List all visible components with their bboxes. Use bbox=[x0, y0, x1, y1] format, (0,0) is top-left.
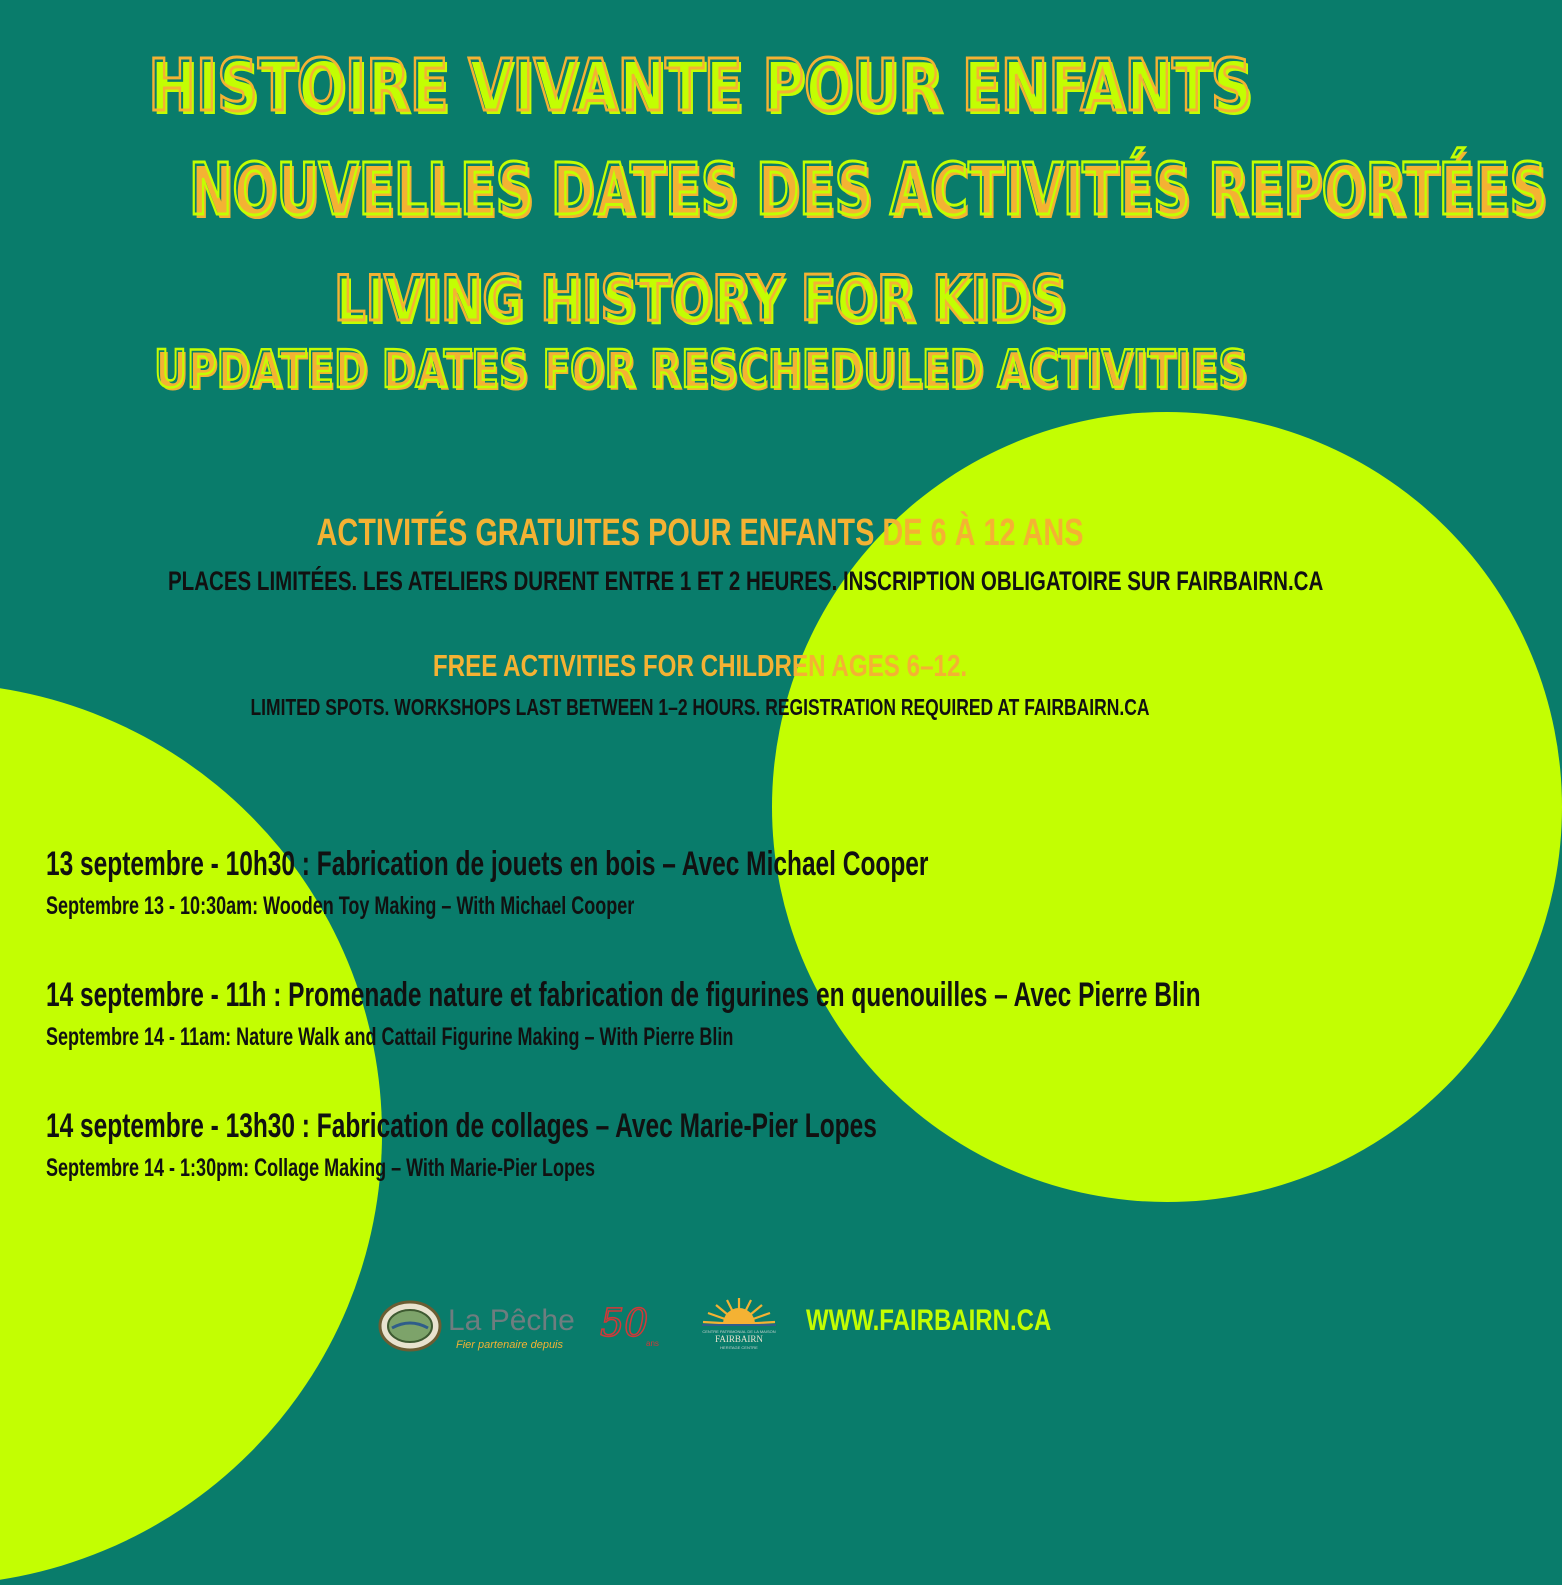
event-item bbox=[46, 971, 1376, 1055]
svg-text:50: 50 bbox=[600, 1301, 649, 1345]
intro-en-body: LIMITED SPOTS. WORKSHOPS LAST BETWEEN 1–2 HOURS. REGISTRATION REQUIRED AT FAIRBAIRN.CA bbox=[250, 694, 1150, 720]
event-fr-line: 14 septembre - 13h30 : Fabrication de collages – Avec Marie-Pier Lopes bbox=[46, 1107, 877, 1145]
event-list bbox=[46, 840, 1376, 1233]
event-item bbox=[46, 1102, 1376, 1186]
fairbairn-logo[interactable] bbox=[694, 1294, 784, 1356]
headline-fr-subtitle: NOUVELLES DATES DES ACTIVITÉS REPORTÉES bbox=[189, 148, 1547, 231]
footer bbox=[0, 1294, 1400, 1384]
la-peche-logo[interactable] bbox=[378, 1296, 678, 1358]
event-en-line: Septembre 13 - 10:30am: Wooden Toy Making – With Michael Cooper bbox=[46, 892, 635, 920]
headline-en-subtitle: UPDATED DATES FOR RESCHEDULED ACTIVITIES bbox=[154, 340, 1248, 400]
svg-text:La Pêche: La Pêche bbox=[448, 1304, 575, 1337]
svg-text:CENTRE PATRIMONIAL DE LA MAISO: CENTRE PATRIMONIAL DE LA MAISON bbox=[702, 1329, 776, 1334]
intro-fr-title: ACTIVITÉS GRATUITES POUR ENFANTS DE 6 À 12 ANS bbox=[316, 512, 1084, 554]
website-link[interactable]: WWW.FAIRBAIRN.CA bbox=[806, 1304, 1052, 1337]
svg-text:Fier partenaire depuis: Fier partenaire depuis bbox=[456, 1339, 564, 1351]
headline-en-title: LIVING HISTORY FOR KIDS bbox=[333, 262, 1067, 335]
intro-en-title: FREE ACTIVITIES FOR CHILDREN AGES 6–12. bbox=[432, 648, 968, 683]
svg-text:ans: ans bbox=[646, 1339, 659, 1348]
event-en-line: Septembre 14 - 11am: Nature Walk and Cattail Figurine Making – With Pierre Blin bbox=[46, 1023, 734, 1051]
event-en-line: Septembre 14 - 1:30pm: Collage Making – With Marie-Pier Lopes bbox=[46, 1154, 595, 1182]
event-fr-line: 13 septembre - 10h30 : Fabrication de jouets en bois – Avec Michael Cooper bbox=[46, 845, 929, 883]
event-item bbox=[46, 840, 1376, 924]
headline-fr-title: HISTOIRE VIVANTE POUR ENFANTS bbox=[148, 44, 1252, 127]
svg-text:FAIRBAIRN: FAIRBAIRN bbox=[715, 1334, 763, 1344]
event-fr-line: 14 septembre - 11h : Promenade nature et fabrication de figurines en quenouilles – Avec Pierre Blin bbox=[46, 976, 1201, 1014]
svg-text:HERITAGE CENTRE: HERITAGE CENTRE bbox=[720, 1345, 758, 1350]
intro-fr-body: PLACES LIMITÉES. LES ATELIERS DURENT ENTRE 1 ET 2 HEURES. INSCRIPTION OBLIGATOIRE SUR FAIRBAIRN.CA bbox=[168, 566, 1324, 596]
